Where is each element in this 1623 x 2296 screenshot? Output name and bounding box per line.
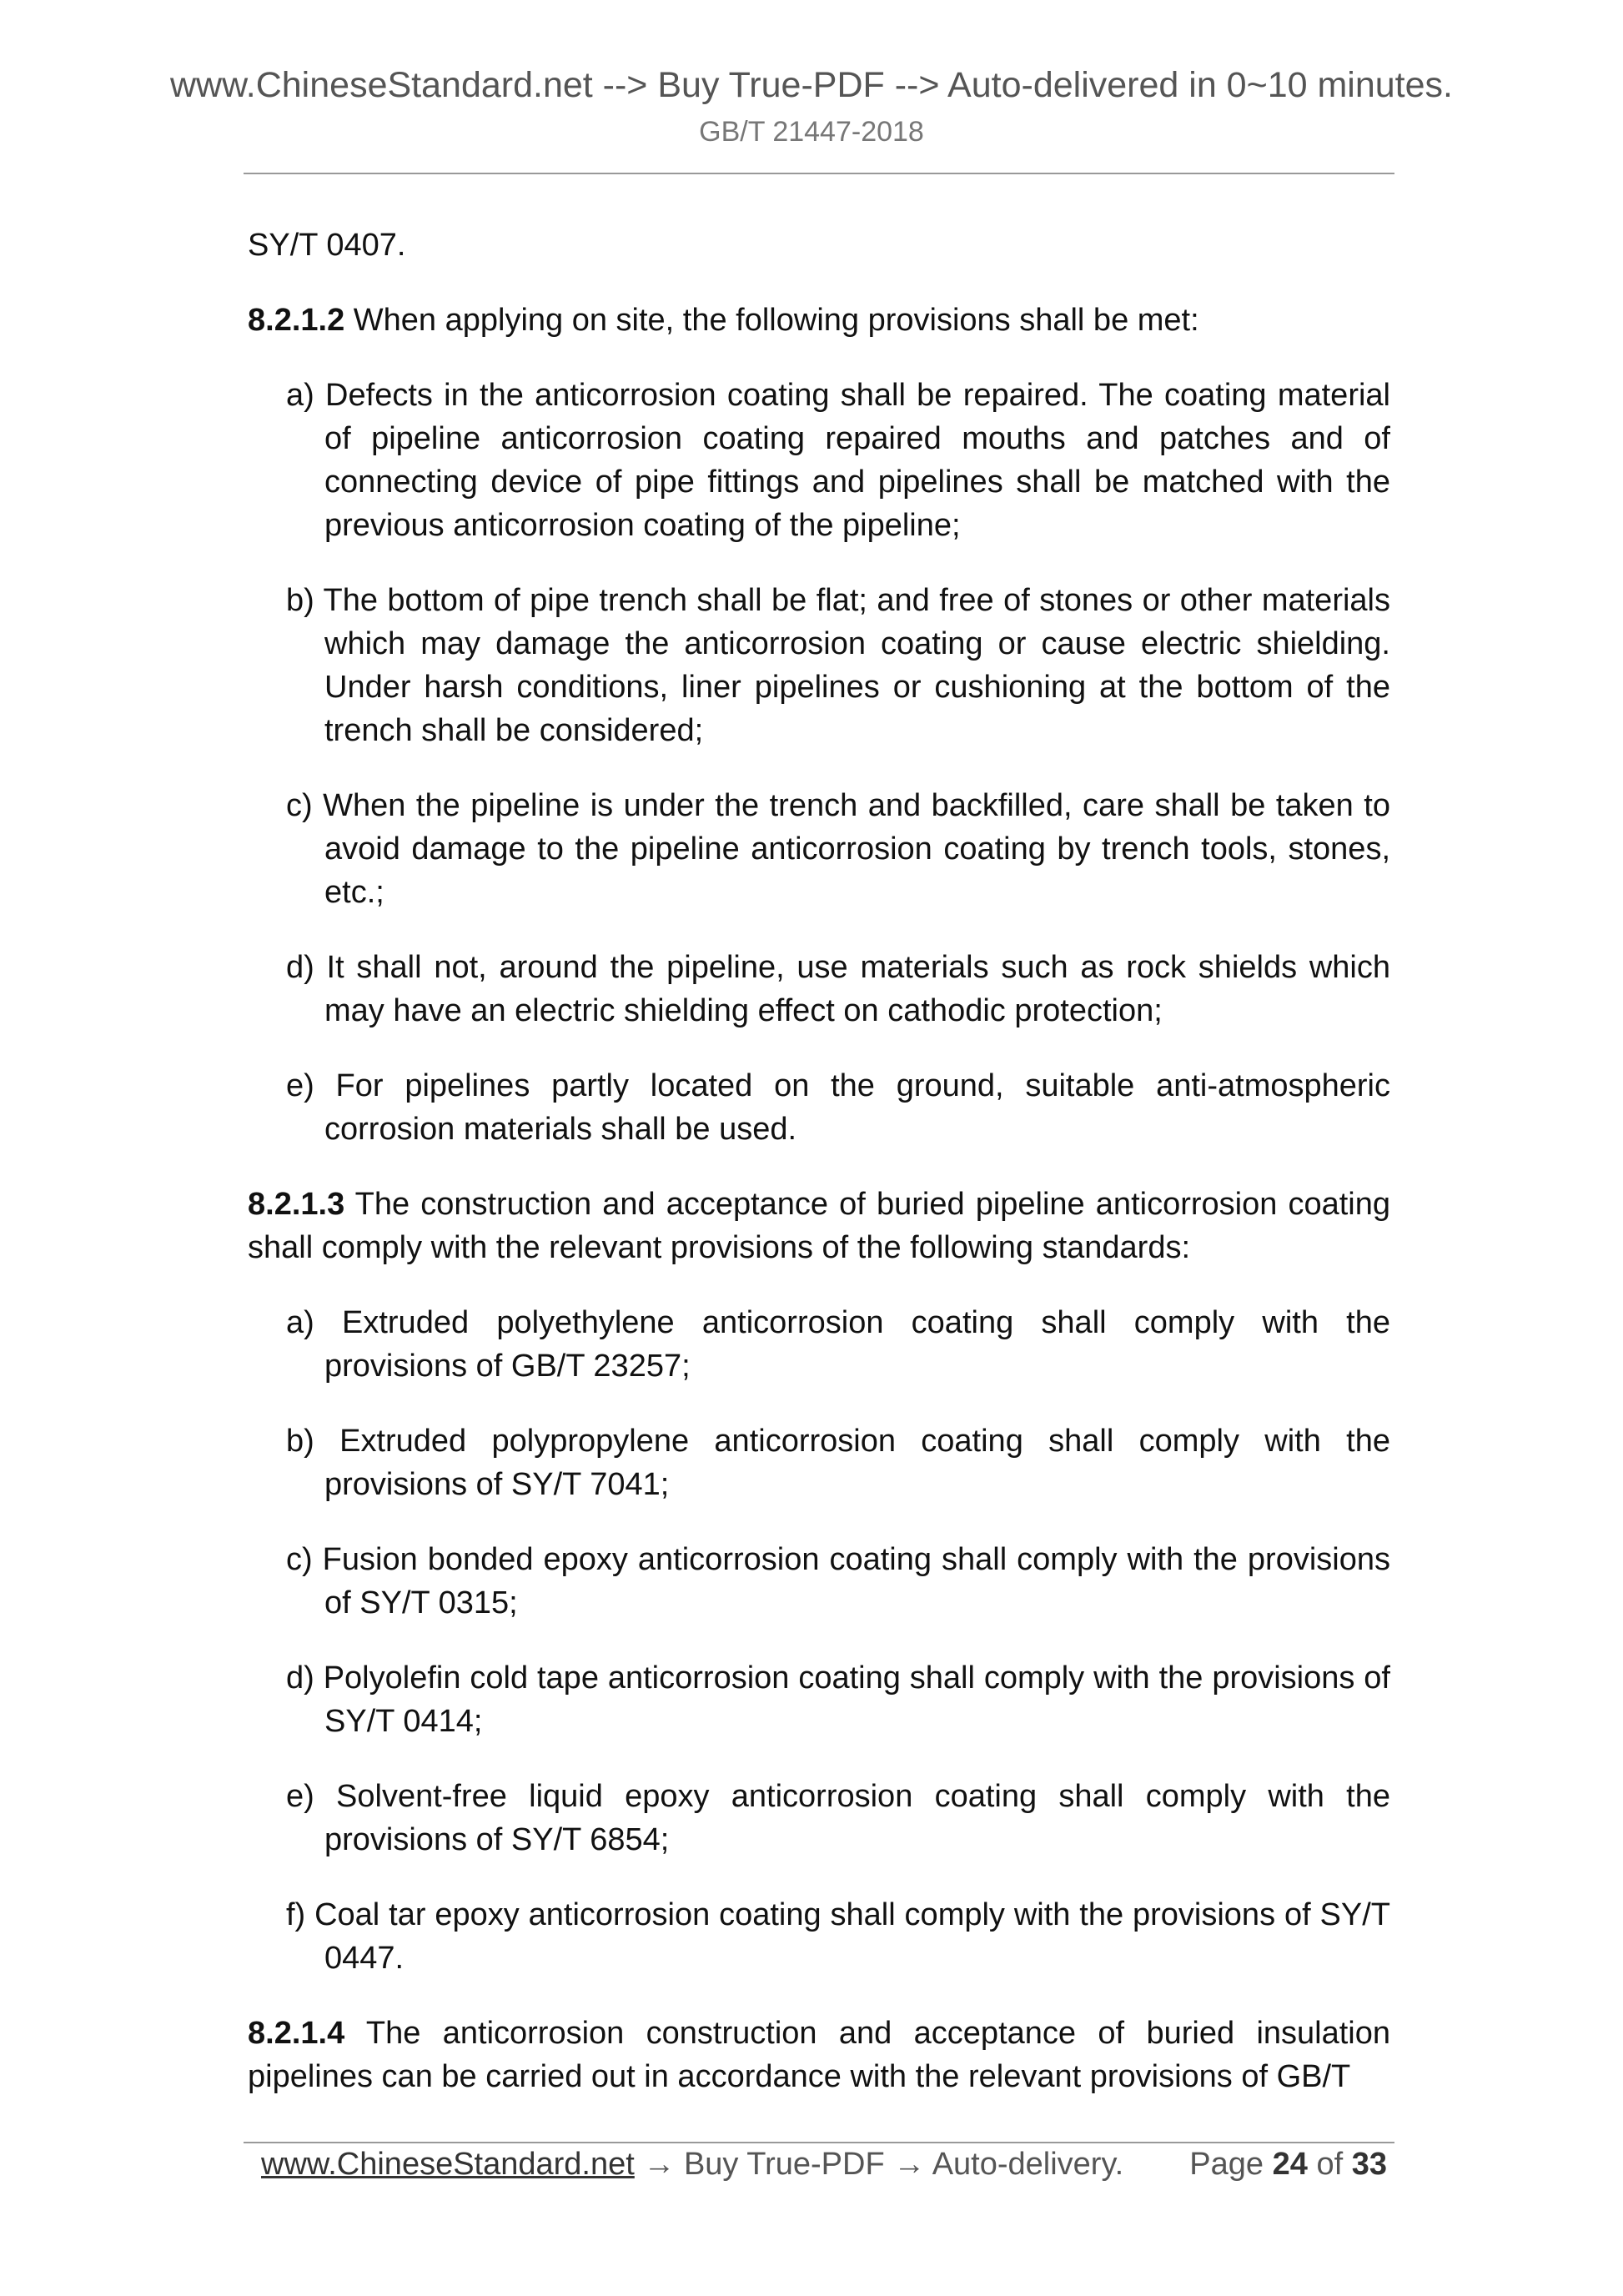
page-number: 24 — [1272, 2147, 1308, 2182]
list-item: d) Polyolefin cold tape anticorrosion coating shall comply with the provisions of SY/T 0414; — [286, 1660, 1390, 1739]
continued-reference: SY/T 0407. — [248, 228, 406, 263]
list-item: c) When the pipeline is under the trench and backfilled, care shall be taken to avoid damage to the pipeline anticorrosion coating by trench tools, stones, etc.; — [286, 788, 1390, 910]
of-label: of — [1316, 2147, 1344, 2182]
clause-text: The construction and acceptance of buried pipeline anticorrosion coating shall comply with the relevant provisions of the following standards: — [248, 1187, 1390, 1265]
clause-8-2-1-2 — [248, 299, 1390, 342]
page-header — [0, 63, 1623, 150]
clause-text: When applying on site, the following provisions shall be met: — [344, 303, 1199, 338]
header-standard-number: GB/T 21447-2018 — [699, 116, 924, 148]
clause-8-2-1-4 — [248, 2012, 1390, 2098]
clause-8-2-1-3-list — [248, 1301, 1390, 1980]
clause-number: 8.2.1.3 — [248, 1187, 345, 1222]
page-indicator — [1189, 2143, 1387, 2185]
footer-site-link[interactable]: www.ChineseStandard.net — [261, 2147, 635, 2182]
document-body — [248, 224, 1390, 2098]
header-divider — [244, 173, 1394, 174]
header-promo-text: www.ChineseStandard.net --> Buy True-PDF --> Auto-delivered in 0~10 minutes. — [169, 65, 1453, 105]
list-item: a) Extruded polyethylene anticorrosion coating shall comply with the provisions of GB/T 23257; — [286, 1305, 1390, 1384]
list-item: a) Defects in the anticorrosion coating shall be repaired. The coating material of pipeline anticorrosion coating repaired mouths and patches and of connecting device of pipe fittings and pipelines shall be matched with the previous anticorrosion coating of the pipeline; — [286, 378, 1390, 543]
list-item: b) The bottom of pipe trench shall be flat; and free of stones or other materials which may damage the anticorrosion coating or cause electric shielding. Under harsh conditions, liner pipelines or cushioning at the bottom of the trench shall be considered; — [286, 583, 1390, 748]
clause-number: 8.2.1.4 — [248, 2016, 345, 2051]
list-item: e) Solvent-free liquid epoxy anticorrosion coating shall comply with the provisions of SY/T 6854; — [286, 1779, 1390, 1857]
list-item: e) For pipelines partly located on the ground, suitable anti-atmospheric corrosion materials shall be used. — [286, 1068, 1390, 1147]
list-item: b) Extruded polypropylene anticorrosion coating shall comply with the provisions of SY/T 7041; — [286, 1424, 1390, 1502]
footer-promo-text: → Buy True-PDF → Auto-delivery. — [634, 2147, 1124, 2182]
page-footer — [261, 2143, 1387, 2185]
list-item: f) Coal tar epoxy anticorrosion coating shall comply with the provisions of SY/T 0447. — [286, 1897, 1390, 1976]
clause-8-2-1-2-list — [248, 374, 1390, 1151]
clause-text: The anticorrosion construction and acceptance of buried insulation pipelines can be carried out in accordance with the relevant provisions of GB/T — [248, 2016, 1390, 2094]
clause-number: 8.2.1.2 — [248, 303, 345, 338]
page-total: 33 — [1351, 2147, 1387, 2182]
list-item: d) It shall not, around the pipeline, use materials such as rock shields which may have an electric shielding effect on cathodic protection; — [286, 950, 1390, 1028]
page-label: Page — [1189, 2147, 1264, 2182]
footer-promo — [261, 2143, 1123, 2185]
list-item: c) Fusion bonded epoxy anticorrosion coating shall comply with the provisions of SY/T 0315; — [286, 1542, 1390, 1620]
clause-8-2-1-3 — [248, 1183, 1390, 1269]
